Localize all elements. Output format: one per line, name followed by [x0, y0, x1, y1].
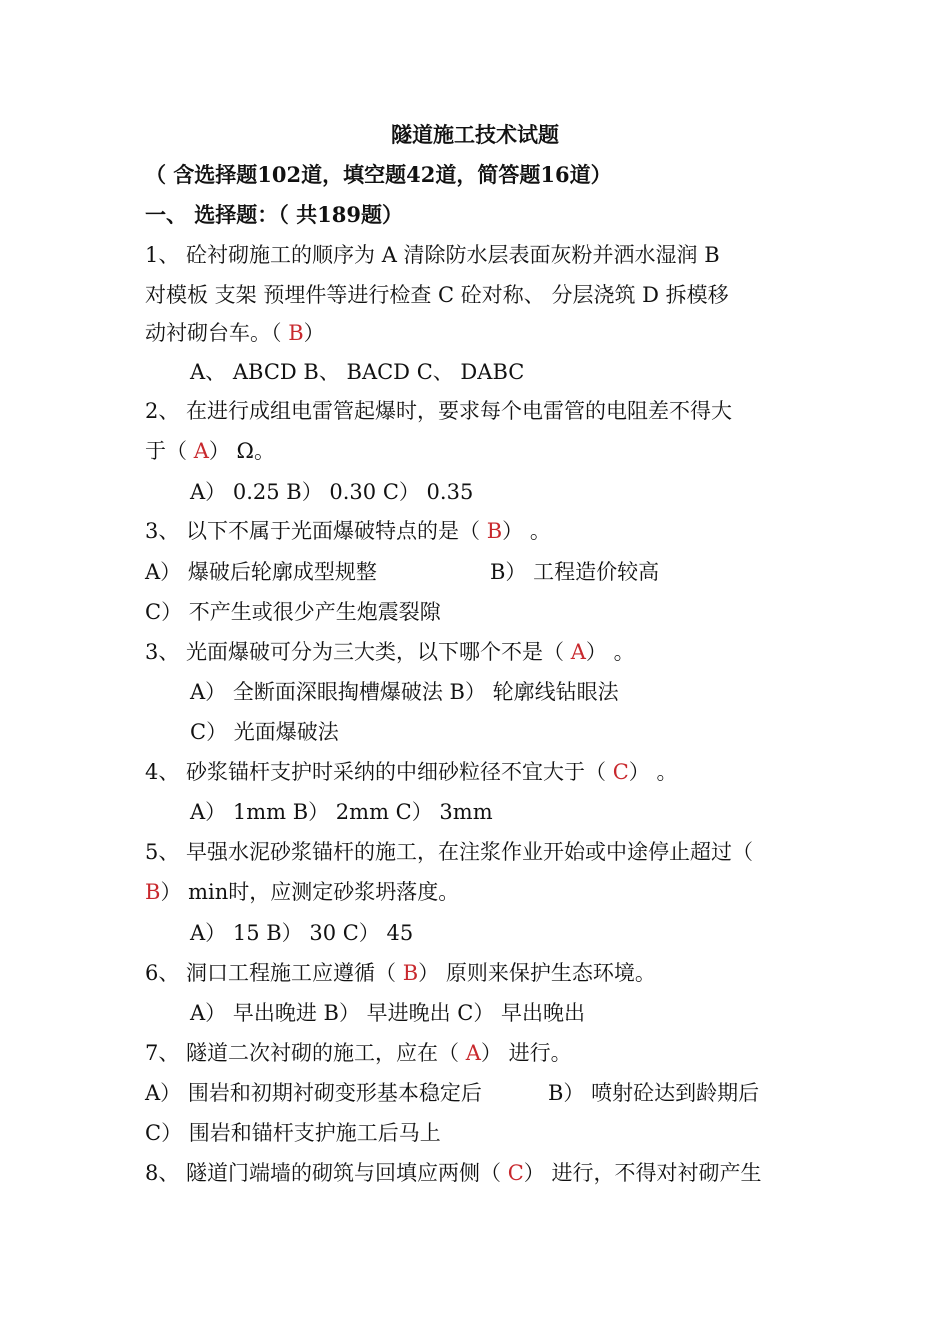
question-8-text: 8、 隧道门端墙的砌筑与回填应两侧（ [145, 1161, 508, 1185]
question-7-answer: A [465, 1041, 481, 1065]
question-6-answer: B [402, 961, 419, 985]
question-5-options: A） 15 B） 30 C） 45 [190, 921, 414, 945]
question-3b-options-1: A） 全断面深眼掏槽爆破法 B） 轮廓线钻眼法 [190, 680, 619, 704]
question-2-answer: A [193, 439, 209, 463]
question-5-line-2 [145, 877, 459, 907]
question-8-rest: ） 进行，不得对衬砌产生 [523, 1161, 762, 1185]
question-3-line [145, 516, 551, 546]
question-4-options: A） 1mm B） 2mm C） 3mm [190, 800, 493, 824]
question-6-close: ） 原则来保护生态环境。 [418, 961, 656, 985]
question-2-line-2 [145, 436, 275, 466]
question-2-line-1: 2、 在进行成组电雷管起爆时，要求每个电雷管的电阻差不得大 [145, 399, 733, 423]
page-subtitle: （ 含选择题102道，填空题42道，简答题16道） [145, 162, 612, 187]
question-7-text: 7、 隧道二次衬砌的施工，应在（ [145, 1041, 466, 1065]
question-5-line-1: 5、 早强水泥砂浆锚杆的施工，在注浆作业开始或中途停止超过（ [145, 840, 754, 864]
question-1-line-2: 对模板 支架 预埋件等进行检查 C 砼对称、 分层浇筑 D 拆模移 [145, 283, 729, 307]
question-1-close: ） [303, 321, 325, 345]
question-3-close: ） 。 [502, 519, 551, 543]
question-4-text: 4、 砂浆锚杆支护时采纳的中细砂粒径不宜大于（ [145, 760, 613, 784]
question-3b-options-2: C） 光面爆破法 [190, 720, 339, 744]
question-3b-close: ） 。 [585, 640, 635, 664]
question-7-close: ） 进行。 [480, 1041, 572, 1065]
question-8-line [145, 1158, 761, 1188]
question-2-options: A） 0.25 B） 0.30 C） 0.35 [190, 480, 474, 504]
question-6-line [145, 958, 656, 988]
question-3-option-c: C） 不产生或很少产生炮震裂隙 [145, 600, 441, 624]
question-3-answer: B [486, 519, 503, 543]
question-6-options: A） 早出晚进 B） 早进晚出 C） 早出晚出 [190, 1001, 586, 1025]
page-title: 隧道施工技术试题 [391, 122, 559, 147]
question-4-close: ） 。 [628, 760, 678, 784]
question-8-answer: C [507, 1161, 524, 1185]
question-3b-line [145, 637, 635, 667]
question-5-answer: B [145, 880, 161, 904]
question-7-option-b: B） 喷射砼达到龄期后 [548, 1081, 760, 1105]
question-2-close: ） Ω。 [208, 439, 275, 463]
question-1-answer: B [288, 321, 304, 345]
question-3b-text: 3、 光面爆破可分为三大类，以下哪个不是（ [145, 640, 571, 664]
section-heading: 一、 选择题：（ 共189题） [145, 202, 403, 227]
question-3b-answer: A [570, 640, 586, 664]
question-7-option-c: C） 围岩和锚杆支护施工后马上 [145, 1121, 441, 1145]
question-4-answer: C [612, 760, 629, 784]
question-1-line-3 [145, 318, 325, 348]
question-3-text: 3、 以下不属于光面爆破特点的是（ [145, 519, 487, 543]
question-1-options: A、 ABCD B、 BACD C、 DABC [190, 360, 525, 384]
question-7-line [145, 1038, 572, 1068]
question-1-text: 动衬砌台车。（ [145, 321, 289, 345]
question-7-option-a: A） 围岩和初期衬砌变形基本稳定后 [145, 1081, 482, 1105]
question-3-option-b: B） 工程造价较高 [490, 560, 660, 584]
question-6-text: 6、 洞口工程施工应遵循（ [145, 961, 403, 985]
question-3-option-a: A） 爆破后轮廓成型规整 [145, 560, 377, 584]
question-4-line [145, 757, 677, 787]
question-5-text: ） min时，应测定砂浆坍落度。 [160, 880, 460, 904]
question-2-text: 于（ [145, 439, 194, 463]
question-1-line-1: 1、 砼衬砌施工的顺序为 A 清除防水层表面灰粉并洒水湿润 B [145, 243, 720, 267]
